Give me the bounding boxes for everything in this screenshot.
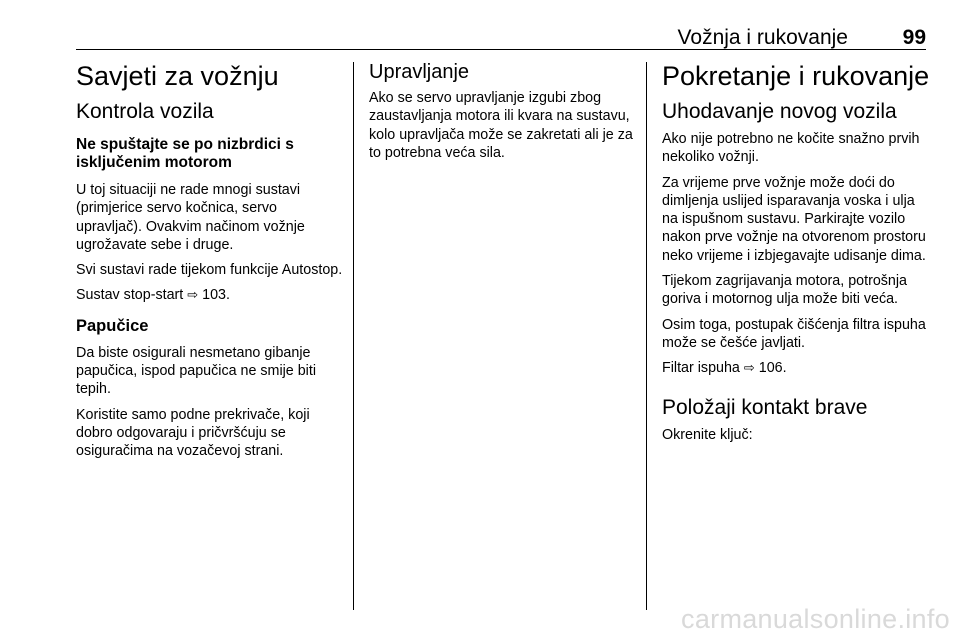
column-left — [76, 60, 344, 468]
paragraph: Osim toga, postupak čišćenja filtra ispuha može se češće javljati. — [662, 316, 926, 351]
cross-reference[interactable] — [76, 286, 344, 304]
page-ref-arrow-icon: ⇨ — [187, 287, 199, 303]
paragraph: U toj situaciji ne rade mnogi sustavi (primjerice servo kočnica, servo upravljač). Ovakvim načinom vožnje ugrožavate sebe i druge. — [76, 182, 305, 253]
reference-label: Filtar ispuha — [662, 360, 740, 377]
reference-label: Sustav stop-start — [76, 287, 184, 304]
paragraph: Za vrijeme prve vožnje može doći do dimljenja uslijed isparavanja voska i ulja na ispušnom sustavu. Parkirajte vozilo nakon prve vožnje na otvorenom prostoru neko vrijeme i izbjegavajte udisanje dima. — [662, 174, 926, 264]
chapter-title: Savjeti za vožnju — [76, 61, 279, 91]
page-ref-arrow-icon: ⇨ — [743, 360, 755, 376]
reference-page: 103. — [202, 287, 230, 304]
chapter-title: Pokretanje i rukovanje — [662, 61, 930, 91]
paragraph: Okrenite ključ: — [662, 426, 753, 443]
watermark: carmanualsonline.info — [681, 604, 950, 634]
section-heading: Uhodavanje novog vozila — [662, 100, 897, 123]
column-divider-2 — [646, 62, 647, 610]
column-middle — [369, 60, 634, 169]
column-divider-1 — [353, 62, 354, 610]
cross-reference[interactable] — [662, 359, 930, 377]
paragraph: Ako nije potrebno ne kočite snažno prvih nekoliko vožnji. — [662, 131, 920, 166]
page-number: 99 — [902, 26, 926, 49]
paragraph: Ako se servo upravljanje izgubi zbog zaustavljanja motora ili kvara na sustavu, kolo upravljača može se zakretati ali je za to potrebna veća sila. — [369, 90, 633, 161]
header-divider — [76, 49, 926, 50]
subsection-heading: Papučice — [76, 316, 149, 335]
reference-page: 106. — [758, 360, 787, 377]
section-heading: Položaji kontakt brave — [662, 395, 868, 419]
section-title: Vožnja i rukovanje — [677, 26, 848, 49]
section-heading: Kontrola vozila — [76, 100, 214, 123]
paragraph: Tijekom zagrijavanja motora, potrošnja goriva i motornog ulja može biti veća. — [662, 273, 908, 308]
paragraph: Da biste osigurali nesmetano gibanje papučica, ispod papučica ne smije biti tepih. — [76, 344, 317, 398]
column-right — [662, 60, 930, 451]
page-header — [76, 26, 926, 50]
subsection-heading: Ne spuštajte se po nizbrdici s isključenim motorom — [76, 136, 294, 171]
paragraph: Svi sustavi rade tijekom funkcije Autostop. — [76, 262, 343, 279]
paragraph: Koristite samo podne prekrivače, koji dobro odgovaraju i pričvršćuju se osiguračima na vozačevoj strani. — [76, 406, 310, 460]
section-heading: Upravljanje — [369, 61, 470, 83]
